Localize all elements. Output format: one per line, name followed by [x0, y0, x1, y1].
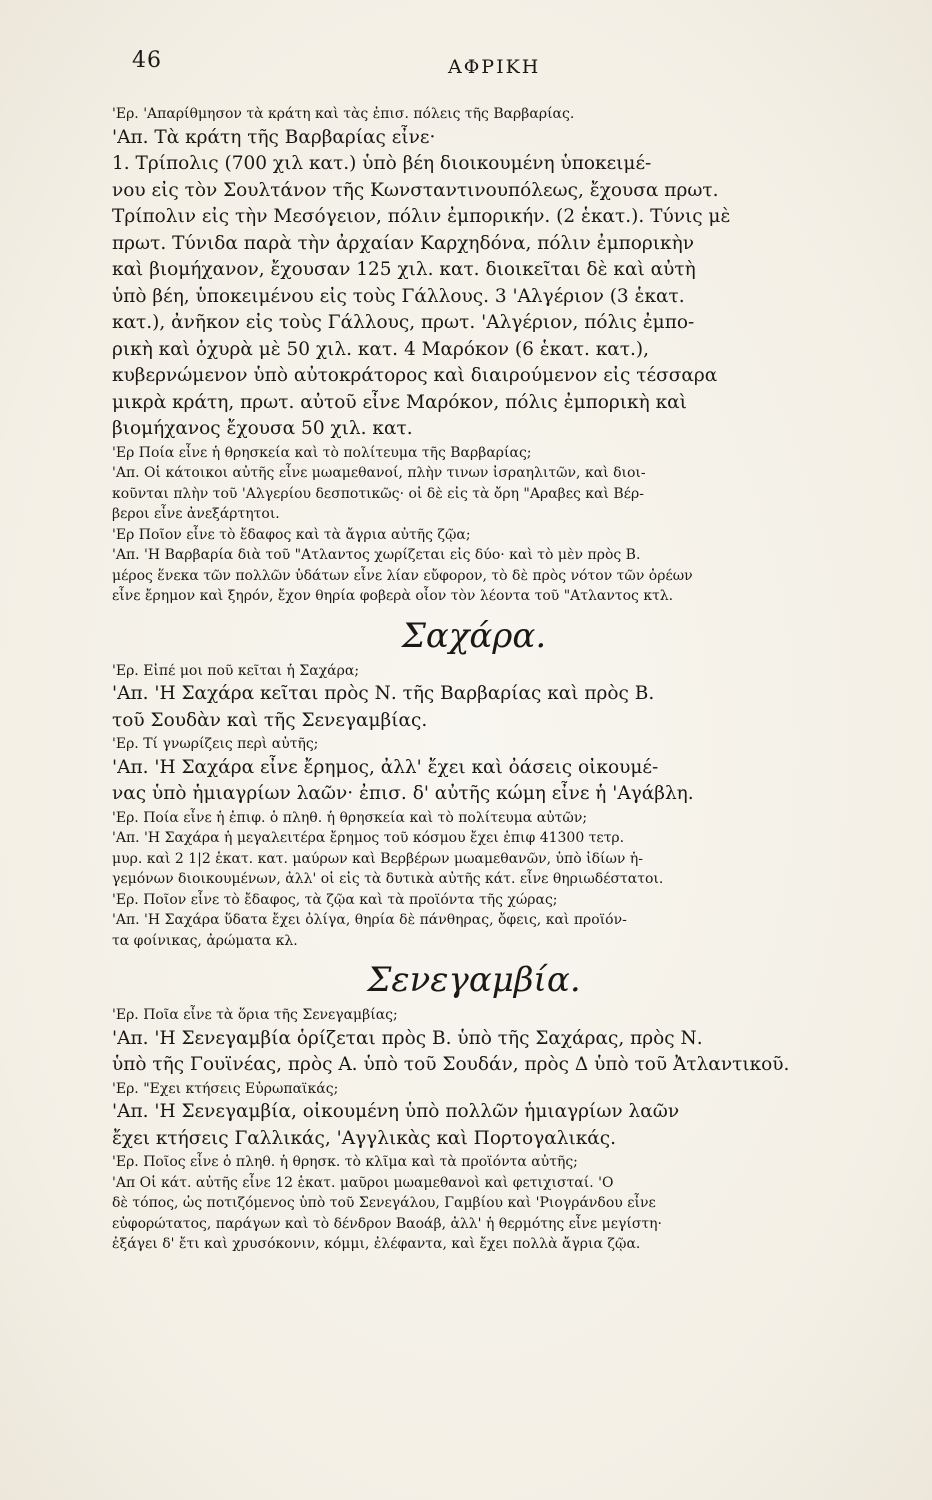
sahara-section — [112, 613, 836, 952]
question-knowledge: 'Ερ. Τί γνωρίζεις περὶ αὐτῆς; — [112, 736, 319, 752]
answer-line: ρικὴ καὶ ὀχυρὰ μὲ 50 χιλ. κατ. 4 Μαρόκον (6 ἑκατ. κατ.), — [112, 338, 649, 360]
answer-line: εὐφορώτατος, παράγων καὶ τὸ δένδρον Βαοάβ, ἀλλ' ἡ θερμότης εἶνε μεγίστη· — [112, 1215, 662, 1232]
answer-line: βιομήχανος ἔχουσα 50 χιλ. κατ. — [112, 418, 413, 439]
page-header — [0, 48, 932, 88]
question-location: 'Ερ. Εἰπέ μοι ποῦ κεῖται ἡ Σαχάρα; — [112, 662, 360, 679]
answer-line: Τρίπολιν εἰς τὴν Μεσόγειον, πόλιν ἐμπορικήν. (2 ἑκατ.). Τύνις μὲ — [112, 206, 731, 227]
section-heading-senegambia: Σενεγαμβία. — [367, 960, 581, 1000]
answer-line: μυρ. καὶ 2 1|2 ἑκατ. κατ. μαύρων καὶ Βερβέρων μωαμεθανῶν, ὑπὸ ἰδίων ἡ- — [112, 850, 644, 867]
section-heading-sahara: Σαχάρα. — [401, 615, 547, 656]
answer-line: 'Απ. 'Η Σαχάρα κεῖται πρὸς Ν. τῆς Βαρβαρίας καὶ πρὸς Β. — [112, 683, 655, 704]
answer-line: κυβερνώμενον ὑπὸ αὐτοκράτορος καὶ διαιρούμενον εἰς τέσσαρα — [112, 365, 718, 386]
question-religion: 'Ερ Ποία εἶνε ἡ θρησκεία καὶ τὸ πολίτευμα τῆς Βαρβαρίας; — [112, 444, 532, 461]
answer-line: δὲ τόπος, ὡς ποτιζόμενος ὑπὸ τοῦ Σενεγάλου, Γαμβίου καὶ 'Ριογράνδου εἶνε — [112, 1195, 656, 1211]
answer-line: καὶ βιομήχανον, ἔχουσαν 125 χιλ. κατ. διοικεῖται δὲ καὶ αὐτὴ — [112, 259, 696, 280]
answer-line: νας ὑπὸ ἡμιαγρίων λαῶν· ἐπισ. δ' αὐτῆς κώμη εἶνε ἡ 'Αγάβλη. — [112, 783, 694, 804]
answer-line: κατ.), ἀνῆκον εἰς τοὺς Γάλλους, πρωτ. 'Αλγέριον, πόλις ἐμπο- — [112, 312, 695, 333]
answer-line: τοῦ Σουδὰν καὶ τῆς Σενεγαμβίας. — [112, 709, 428, 731]
answer-line: μέρος ἕνεκα τῶν πολλῶν ὑδάτων εἶνε λίαν εὔφορον, τὸ δὲ πρὸς νότον τῶν ὀρέων — [112, 567, 693, 584]
answer-line: 'Απ. 'Η Σαχάρα ἡ μεγαλειτέρα ἔρημος τοῦ κόσμου ἔχει ἐπιφ 41300 τετρ. — [112, 830, 625, 846]
page-number: 46 — [132, 48, 162, 73]
answer-line: γεμόνων διοικουμένων, ἀλλ' οἱ εἰς τὰ δυτικὰ αὐτῆς κάτ. εἶνε θηριωδέστατοι. — [112, 871, 664, 887]
question-soil: 'Ερ Ποῖον εἶνε τὸ ἔδαφος καὶ τὰ ἄγρια αὐτῆς ζῷα; — [112, 526, 471, 543]
answer-line: εἶνε ἔρημον καὶ ξηρόν, ἔχον θηρία φοβερὰ οἷον τὸν λέοντα τοῦ "Ατλαντος κτλ. — [112, 588, 674, 604]
answer-line: 'Απ. Οἱ κάτοικοι αὐτῆς εἶνε μωαμεθανοί, πλὴν τινων ἰσραηλιτῶν, καὶ διοι- — [112, 465, 646, 481]
answer-line: 'Απ. 'Η Βαρβαρία διὰ τοῦ "Ατλαντος χωρίζεται εἰς δύο· καὶ τὸ μὲν πρὸς Β. — [112, 547, 641, 563]
question-states: 'Ερ. 'Απαρίθμησον τὰ κράτη καὶ τὰς ἐπισ. πόλεις τῆς Βαρβαρίας. — [112, 106, 575, 122]
senegambia-section — [112, 957, 836, 1255]
question-area: 'Ερ. Ποία εἶνε ἡ ἐπιφ. ὁ πληθ. ἡ θρησκεία καὶ τὸ πολίτευμα αὐτῶν; — [112, 809, 588, 826]
barbary-section — [112, 104, 836, 607]
answer-line: πρωτ. Τύνιδα παρὰ τὴν ἀρχαίαν Καρχηδόνα, πόλιν ἐμπορικὴν — [112, 232, 694, 254]
answer-line: ὑπὸ βέη, ὑποκειμένου εἰς τοὺς Γάλλους. 3 'Αλγέριον (3 ἑκατ. — [112, 285, 685, 307]
answer-line: 'Απ Οἱ κάτ. αὐτῆς εἶνε 12 ἑκατ. μαῦροι μωαμεθανοὶ καὶ φετιχισταί. 'Ο — [112, 1174, 614, 1191]
page-content — [112, 104, 836, 1255]
running-title: ΑΦΡΙΚΗ — [448, 56, 541, 78]
answer-line: 'Απ. 'Η Σαχάρα εἶνε ἔρημος, ἀλλ' ἔχει καὶ ὀάσεις οἰκουμέ- — [112, 756, 659, 778]
answer-line: 'Απ. 'Η Σενεγαμβία, οἰκουμένη ὑπὸ πολλῶν ἡμιαγρίων λαῶν — [112, 1101, 680, 1122]
answer-line: βεροι εἶνε ἀνεξάρτητοι. — [112, 506, 280, 522]
answer-line: τα φοίνικας, ἀρώματα κλ. — [112, 932, 298, 949]
answer-line: κοῦνται πλὴν τοῦ 'Αλγερίου δεσποτικῶς· οἱ δὲ εἰς τὰ ὄρη "Αραβες καὶ Βέρ- — [112, 485, 644, 502]
answer-line: ἔχει κτήσεις Γαλλικάς, 'Αγγλικὰς καὶ Πορτογαλικάς. — [112, 1127, 617, 1149]
answer-line: νου εἰς τὸν Σουλτάνον τῆς Κωνσταντινουπόλεως, ἔχουσα πρωτ. — [112, 179, 719, 201]
answer-line: ἐξάγει δ' ἔτι καὶ χρυσόκονιν, κόμμι, ἐλέφαντα, καὶ ἔχει πολλὰ ἄγρια ζῷα. — [112, 1236, 641, 1252]
question-borders: 'Ερ. Ποῖα εἶνε τὰ ὅρια τῆς Σενεγαμβίας; — [112, 1007, 398, 1023]
question-population: 'Ερ. Ποῖος εἶνε ὁ πληθ. ἡ θρησκ. τὸ κλῖμα καὶ τὰ προϊόντα αὐτῆς; — [112, 1154, 578, 1170]
answer-line: 'Απ. Τὰ κράτη τῆς Βαρβαρίας εἶνε· — [112, 126, 436, 148]
answer-line: ὑπὸ τῆς Γουϊνέας, πρὸς Α. ὑπὸ τοῦ Σουδάν, πρὸς Δ ὑπὸ τοῦ Ἀτλαντικοῦ. — [112, 1054, 790, 1075]
answer-line: 1. Τρίπολις (700 χιλ κατ.) ὑπὸ βέη διοικουμένη ὑποκειμέ- — [112, 153, 652, 174]
answer-line: μικρὰ κράτη, πρωτ. αὐτοῦ εἶνε Μαρόκον, πόλις ἐμπορικὴ καὶ — [112, 391, 687, 413]
question-soil: 'Ερ. Ποῖον εἶνε τὸ ἔδαφος, τὰ ζῷα καὶ τὰ προϊόντα τῆς χώρας; — [112, 891, 558, 908]
answer-line: 'Απ. 'Η Σενεγαμβία ὁρίζεται πρὸς Β. ὑπὸ τῆς Σαχάρας, πρὸς Ν. — [112, 1027, 703, 1049]
answer-line: 'Απ. 'Η Σαχάρα ὕδατα ἔχει ὀλίγα, θηρία δὲ πάνθηρας, ὄφεις, καὶ προϊόν- — [112, 912, 627, 928]
question-possessions: 'Ερ. "Εχει κτήσεις Εὐρωπαϊκάς; — [112, 1080, 339, 1097]
